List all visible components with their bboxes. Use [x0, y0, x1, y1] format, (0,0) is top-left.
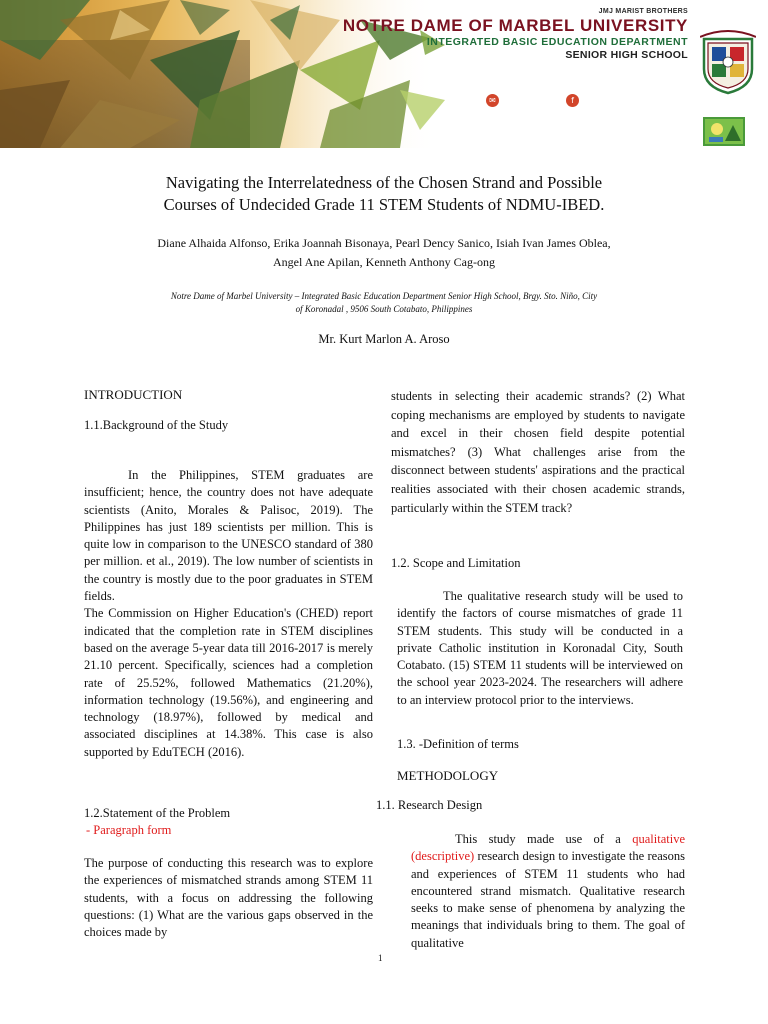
school-name: SENIOR HIGH SCHOOL — [565, 49, 688, 61]
background-paragraph — [84, 467, 373, 761]
problem-heading: 1.2.Statement of the Problem — [84, 806, 231, 820]
research-design-heading: 1.1. Research Design — [376, 798, 483, 812]
definition-heading: 1.3. -Definition of terms — [397, 737, 519, 751]
email-icon[interactable]: ✉ — [486, 94, 499, 107]
background-heading: 1.1.Background of the Study — [84, 418, 229, 432]
background-text: In the Philippines, STEM graduates are insufficient; hence, the country does not have adequate scientists (Anito, Morales & Palisoc, 2019). The Philippines has just 189 scientists per million. This is quite low in comparison to the UNESCO standard of 380 per million. et al., 2019). The low number of scientists in the country is mostly due to the poor graduates in STEM fields. — [84, 468, 373, 604]
title-line: Navigating the Interrelatedness of the Chosen Strand and Possible — [165, 173, 603, 192]
university-name: NOTRE DAME OF MARBEL UNIVERSITY — [342, 16, 688, 35]
paper-title — [100, 172, 668, 216]
design-text — [411, 831, 685, 952]
page-number: 1 — [378, 953, 383, 963]
affiliation-line: Notre Dame of Marbel University – Integrated Basic Education Department Senior High School, Brgy. Sto. Niño, City — [170, 291, 598, 301]
facebook-icon[interactable]: f — [566, 94, 579, 107]
shs-badge-icon — [703, 117, 745, 146]
problem-paragraph — [84, 855, 373, 941]
title-line: Courses of Undecided Grade 11 STEM Students of NDMU-IBED. — [163, 195, 605, 214]
page-header — [0, 0, 768, 148]
marist-label: JMJ MARIST BROTHERS — [598, 8, 688, 15]
scope-text: The qualitative research study will be used to identify the factors of course mismatches of grade 11 STEM students. This study will be conducted in a private Catholic institution in Koronadal City, South Cotabato. (15) STEM 11 students will be interviewed on the school year 2023-2024. The researchers will adhere to an interview protocol prior to the interviews. — [397, 589, 683, 707]
questions-text: students in selecting their academic strands? (2) What coping mechanisms are employed by students to navigate and excel in their chosen field despite potential mismatches? (3) What challenges arise from the disconnect between students' aspirations and the practical realities associated with their chosen academic strands, particularly within the STEM track? — [391, 389, 685, 515]
introduction-heading: INTRODUCTION — [84, 387, 183, 402]
research-design-paragraph — [411, 831, 685, 952]
scope-heading: 1.2. Scope and Limitation — [391, 556, 521, 570]
scope-paragraph — [397, 588, 683, 709]
author-list — [90, 234, 678, 272]
affiliation — [110, 290, 658, 316]
department-name: INTEGRATED BASIC EDUCATION DEPARTMENT — [426, 36, 688, 48]
affiliation-line: of Koronadal , 9506 South Cotabato, Philippines — [295, 304, 473, 314]
adviser-name: Mr. Kurt Marlon A. Aroso — [318, 332, 450, 346]
university-block — [343, 8, 688, 61]
university-seal-icon — [700, 29, 756, 95]
problem-text: The purpose of conducting this research was to explore the experiences of mismatched strands among STEM 11 students, with a focus on addressing the following questions: (1) What are the various gaps observed in the choices made by — [84, 856, 373, 940]
problem-note: - Paragraph form — [86, 823, 172, 837]
design-text-start: This study made use of a — [455, 832, 621, 846]
design-method-highlight: qualitative (descriptive) — [411, 832, 685, 864]
ched-text: The Commission on Higher Education's (CHED) report indicated that the completion rate in STEM disciplines based on the average 5-year data till 2016-2017 is merely 21.10 percent. Specifically, sciences had a completion rate of 25.52%, followed Mathematics (21.20%), information technology (19.56%), and engineering and technology (18.97%), followed by medical and associated disciplines at 14.38%. This case is also supported by EduTECH (2016). — [84, 606, 373, 759]
authors-line: Angel Ane Apilan, Kenneth Anthony Cag-ong — [273, 255, 495, 269]
design-text-rest: research design to investigate the reasons and experiences of STEM 11 students who had encountered strand mismatch. Qualitative research seeks to make sense of phenomena by analyzing the meanings that individuals bring to them. The goal of qualitative — [411, 849, 686, 950]
authors-line: Diane Alhaida Alfonso, Erika Joannah Bisonaya, Pearl Dency Sanico, Isiah Ivan James Oblea, — [157, 236, 611, 250]
methodology-heading: METHODOLOGY — [397, 768, 499, 783]
questions-paragraph — [391, 387, 685, 517]
